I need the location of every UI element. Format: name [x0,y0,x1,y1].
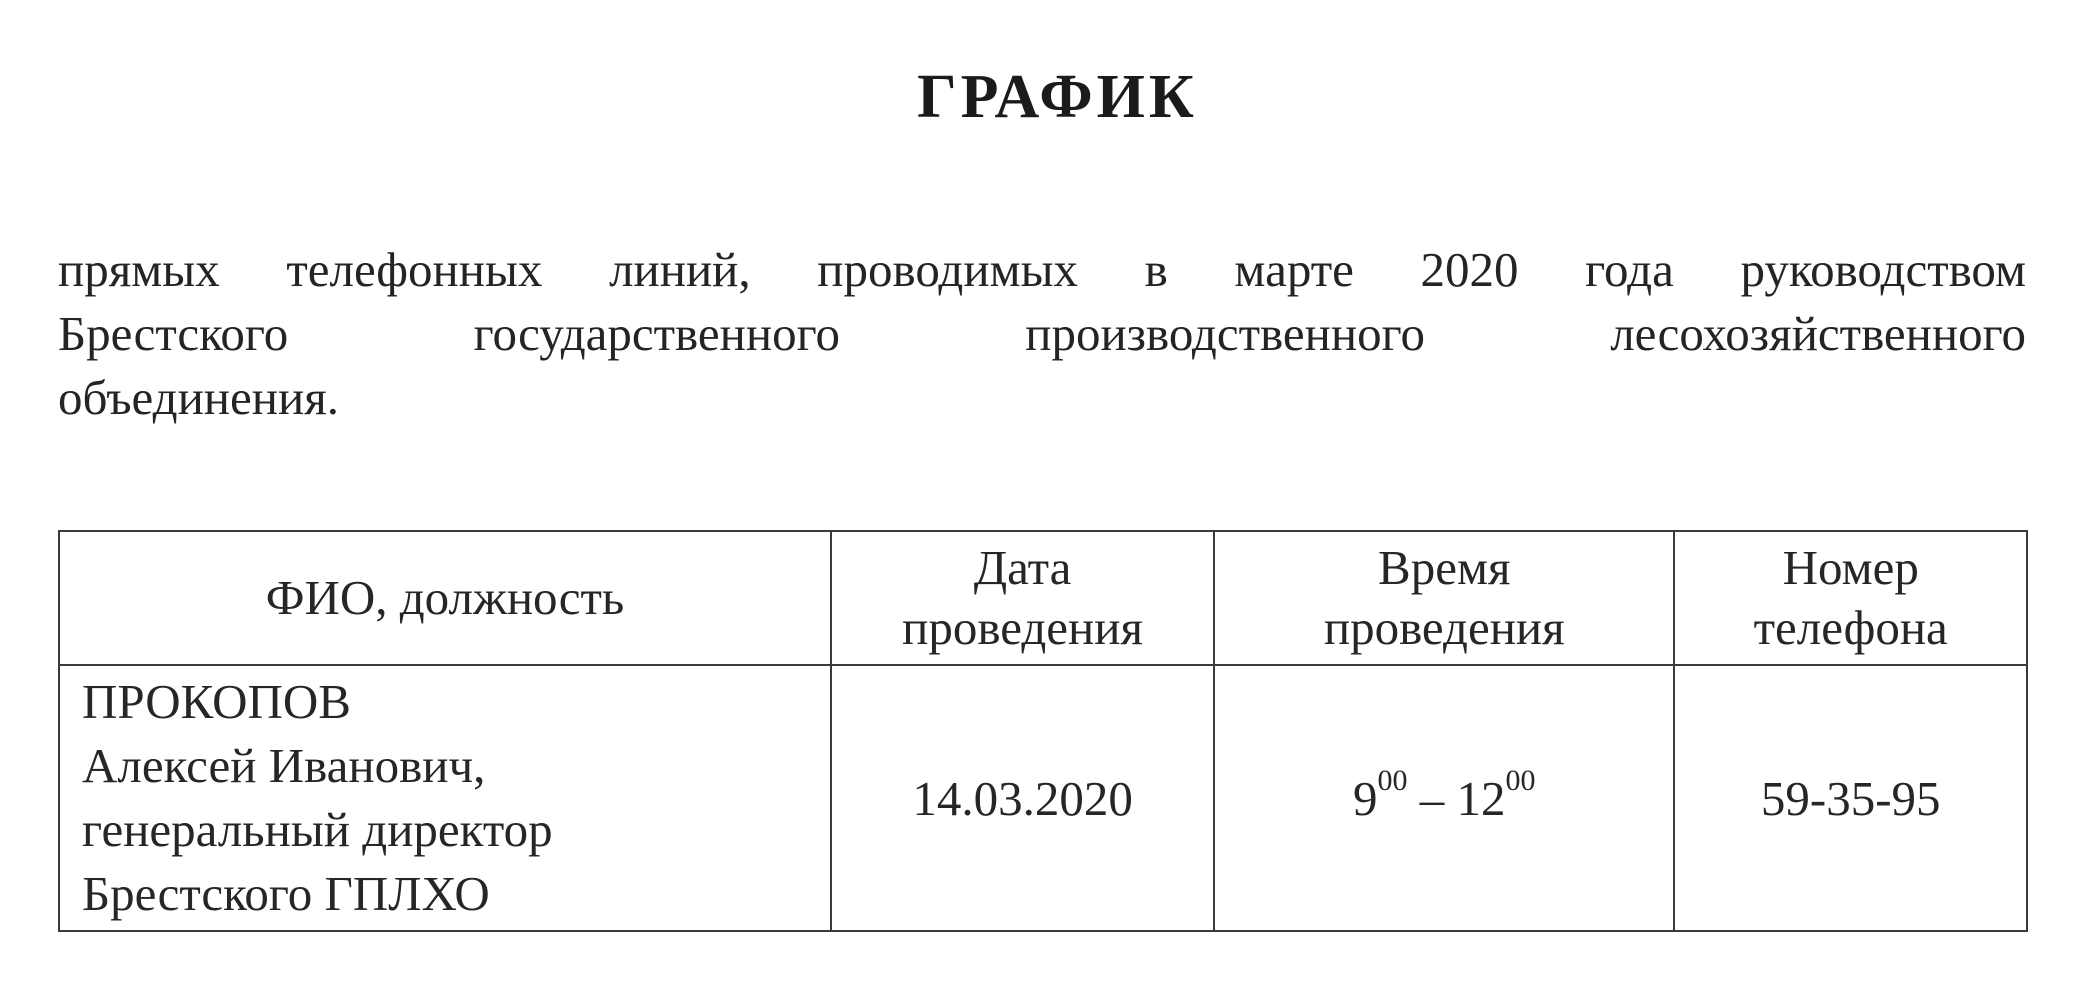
header-phone-line1: Номер [1782,540,1919,595]
intro-line: объединения. [58,370,340,425]
cell-date [831,665,1214,931]
header-time [1214,531,1674,665]
cell-time [1214,665,1674,931]
table-header-row [59,531,2027,665]
time-separator: – [1407,770,1457,826]
schedule-table [58,530,2028,932]
header-phone-line2: телефона [1753,600,1948,655]
date-value: 14.03.2020 [912,770,1133,826]
time-start-minutes: 00 [1377,763,1408,797]
header-time-line2: проведения [1323,600,1565,655]
person-given-names: Алексей Иванович, [82,738,486,793]
time-end-minutes: 00 [1505,763,1536,797]
header-phone [1674,531,2027,665]
person-position: генеральный директор [82,802,553,857]
intro-paragraph [58,238,2026,430]
intro-line: Брестского государственного производственного лесохозяйственного [58,306,2026,361]
header-date [831,531,1214,665]
time-end-hour: 12 [1456,770,1506,826]
header-name [59,531,831,665]
intro-line: прямых телефонных линий, проводимых в марте 2020 года руководством [58,242,2026,297]
header-time-line1: Время [1378,540,1511,595]
person-surname: ПРОКОПОВ [82,674,351,729]
table-row [59,665,2027,931]
header-date-line2: проведения [902,600,1143,655]
person-organization: Брестского ГПЛХО [82,866,490,921]
header-date-line1: Дата [973,540,1072,595]
cell-person [59,665,831,931]
cell-phone [1674,665,2027,931]
header-name-label: ФИО, должность [265,570,625,625]
document-title: ГРАФИК [917,63,1198,131]
phone-value: 59-35-95 [1760,770,1941,826]
time-start-hour: 9 [1353,770,1378,826]
